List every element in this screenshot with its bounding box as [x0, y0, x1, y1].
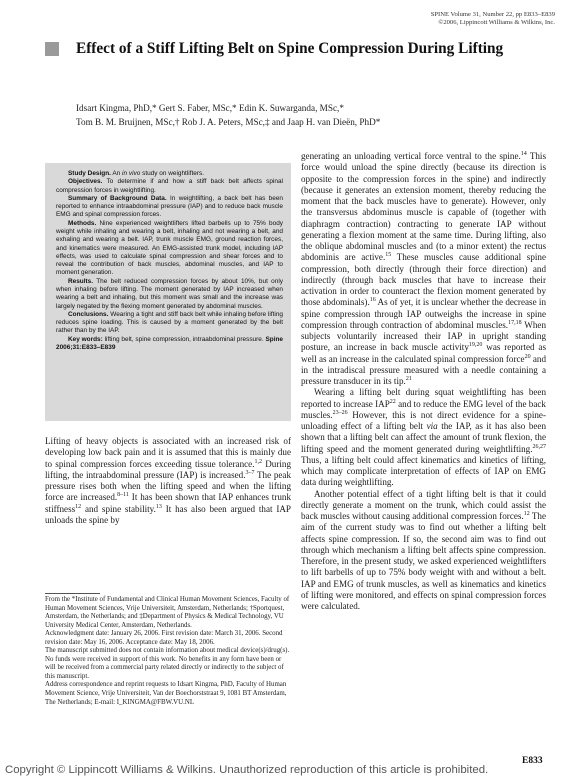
author-list	[76, 101, 556, 129]
footnote-device: The manuscript submitted does not contain information about medical device(s)/drug(s).	[45, 647, 290, 655]
intro-paragraph-1: Lifting of heavy objects is associated with an increased risk of developing low back pain and it is assumed that this is mainly due to spinal compression forces exceeding tissue tolerance.$^{1,2}$ During lifting, the intraabdominal pressure (IAP) is increased.$^{3-7}$ The peak pressure rises both when the lifting speed and when the lifting force are increased.$^{8-11}$ It has been shown that IAP enhances trunk stiffness$^{12}$ and spine stability.$^{13}$ It has also been argued that IAP unloads the spine by	[45, 436, 291, 525]
footnotes	[45, 596, 291, 707]
abstract-background: Summary of Background Data. In weightlifting, a back belt has been reported to enhance intraabdominal pressure (IAP) and to reduce back muscle EMG and spinal compression forces.	[56, 194, 283, 219]
journal-citation: SPINE Volume 31, Number 22, pp E833–E839	[430, 11, 555, 18]
body-right-column	[301, 151, 546, 612]
body-left-column	[45, 436, 291, 526]
journal-copyright: ©2006, Lippincott Williams & Wilkins, Inc.	[438, 19, 555, 26]
abstract-keywords: Key words: lifting belt, spine compression, intraabdominal pressure. Spine 2006;31:E833–E839	[56, 335, 283, 351]
page-number: E833	[522, 756, 543, 766]
abstract-box	[45, 163, 291, 421]
footnote-affiliations: From the *Institute of Fundamental and Clinical Human Movement Sciences, Faculty of Human Movement Sciences, Vrije Universiteit, Amsterdam, Netherlands; †Sportquest, Amsterdam, the Netherlands; and ‡Department of Physics & Medical Technology, VU University Medical Center, Amsterdam, Netherlands.	[45, 596, 290, 629]
article-title: Effect of a Stiff Lifting Belt on Spine Compression During Lifting	[76, 40, 504, 57]
journal-header	[431, 11, 555, 27]
author-line-2: Tom B. M. Bruijnen, MSc,† Rob J. A. Peters, MSc,‡ and Jaap H. van Dieën, PhD*	[76, 117, 381, 127]
title-marker-square	[45, 42, 59, 56]
footnote-correspondence: Address correspondence and reprint requests to Idsart Kingma, PhD, Faculty of Human Movement Science, Vrije Universiteit, Van der Boechorststraat 9, 1081 BT Amsterdam, The Netherlands; E-mail: I_KINGMA@FBW.VU.NL	[45, 681, 287, 706]
intro-paragraph-continued: generating an unloading vertical force ventral to the spine.$^{14}$ This force would unload the spine directly (because its direction is opposite to the compression forces in the spine) and indirectly (because it generates an extension moment, thereby reducing the moment that the back muscles have to generate). However, only the transversus abdominus muscle is capable of (together with diaphragm contraction) contracting to generate IAP without generating a flexion moment at the same time. During lifting, also the oblique abdominal muscles and (to a minor extent) the rectus abdominis are active.$^{15}$ These muscles cause additional spine compression, both directly (through their force direction) and indirectly (through back muscles that have to increase their activation in order to counteract the flexion moment generated by those abdominals).$^{16}$ As of yet, it is unclear whether the decrease in spine compression through IAP outweighs the increase in spine compression through contraction of abdominal muscles.$^{17,18}$ When subjects voluntarily increased their IAP in upright standing posture, an increase in back muscle activity$^{19,20}$ was reported as well as an increase in the calculated spinal compression force$^{20}$ and in the intradiscal pressure measured with a needle containing a pressure transducer in its tip.$^{21}$	[301, 151, 547, 386]
abstract-conclusions: Conclusions. Wearing a tight and stiff back belt while inhaling before lifting reduces spine loading. This is caused by a moment generated by the belt rather than by the IAP.	[56, 310, 283, 335]
abstract-methods: Methods. Nine experienced weightlifters lifted barbells up to 75% body weight while inhaling and wearing a belt, inhaling and not wearing a belt, and exhaling and wearing a belt. IAP, trunk muscle EMG, ground reaction forces, and kinematics were measured. An EMG-assisted trunk model, including IAP effects, was used to calculate spinal compression and shear forces and to reveal the contribution of back muscles, abdominal muscles, and IAP to moment generation.	[56, 219, 283, 277]
intro-paragraph-3: Another potential effect of a tight lifting belt is that it could directly generate a moment on the trunk, which could assist the back muscles without causing additional compression forces.$^{12}$ The aim of the current study was to find out whether a lifting belt affects spine compression. If so, the second aim was to find out through which mechanism a lifting belt affects spine compression. Therefore, in the present study, we asked experienced weightlifters to lift barbells of up to 75% body weight with and without a belt. IAP and EMG of trunk muscles, as well as kinematics and kinetics of lifting were monitored, and effects on spinal compression forces were calculated.	[301, 488, 547, 611]
abstract-results: Results. The belt reduced compression forces by about 10%, but only when inhaling before lifting. The moment generated by IAP increased when wearing a belt and inhaling, but this moment was small and the increase was largely negated by the flexing moment generated by abdominal muscles.	[56, 277, 283, 310]
abstract-study-design: Study Design. An in vivo study on weightlifters.	[68, 170, 204, 177]
footnote-dates: Acknowledgment date: January 26, 2006. First revision date: March 31, 2006. Second revision date: May 16, 2006. Acceptance date: May 18, 2006.	[45, 630, 283, 646]
intro-paragraph-2: Wearing a lifting belt during squat weightlifting has been reported to increase IAP$^{22}$ and to reduce the EMG level of the back muscles.$^{23-26}$ However, this is not direct evidence for a spine-unloading effect of a lifting belt via the IAP, as it has also been shown that a lifting belt can affect the amount of trunk flexion, the lifting speed and the moment generated during weightlifting.$^{26,27}$ Thus, a lifting belt could affect kinematics and kinetics of lifting, which may complicate interpretation of effects of IAP on EMG data during weightlifting.	[301, 387, 546, 488]
footnote-funding: No funds were received in support of this work. No benefits in any form have been or will be received from a commercial party related directly or indirectly to the subject of this manuscript.	[45, 655, 284, 680]
abstract-objectives: Objectives. To determine if and how a stiff back belt affects spinal compression forces in weightlifting.	[56, 178, 283, 194]
author-line-1: Idsart Kingma, PhD,* Gert S. Faber, MSc,* Edin K. Suwarganda, MSc,*	[76, 103, 344, 113]
footnote-divider	[45, 593, 100, 594]
copyright-notice: Copyright © Lippincott Williams & Wilkins. Unauthorized reproduction of this article is prohibited.	[5, 764, 489, 776]
